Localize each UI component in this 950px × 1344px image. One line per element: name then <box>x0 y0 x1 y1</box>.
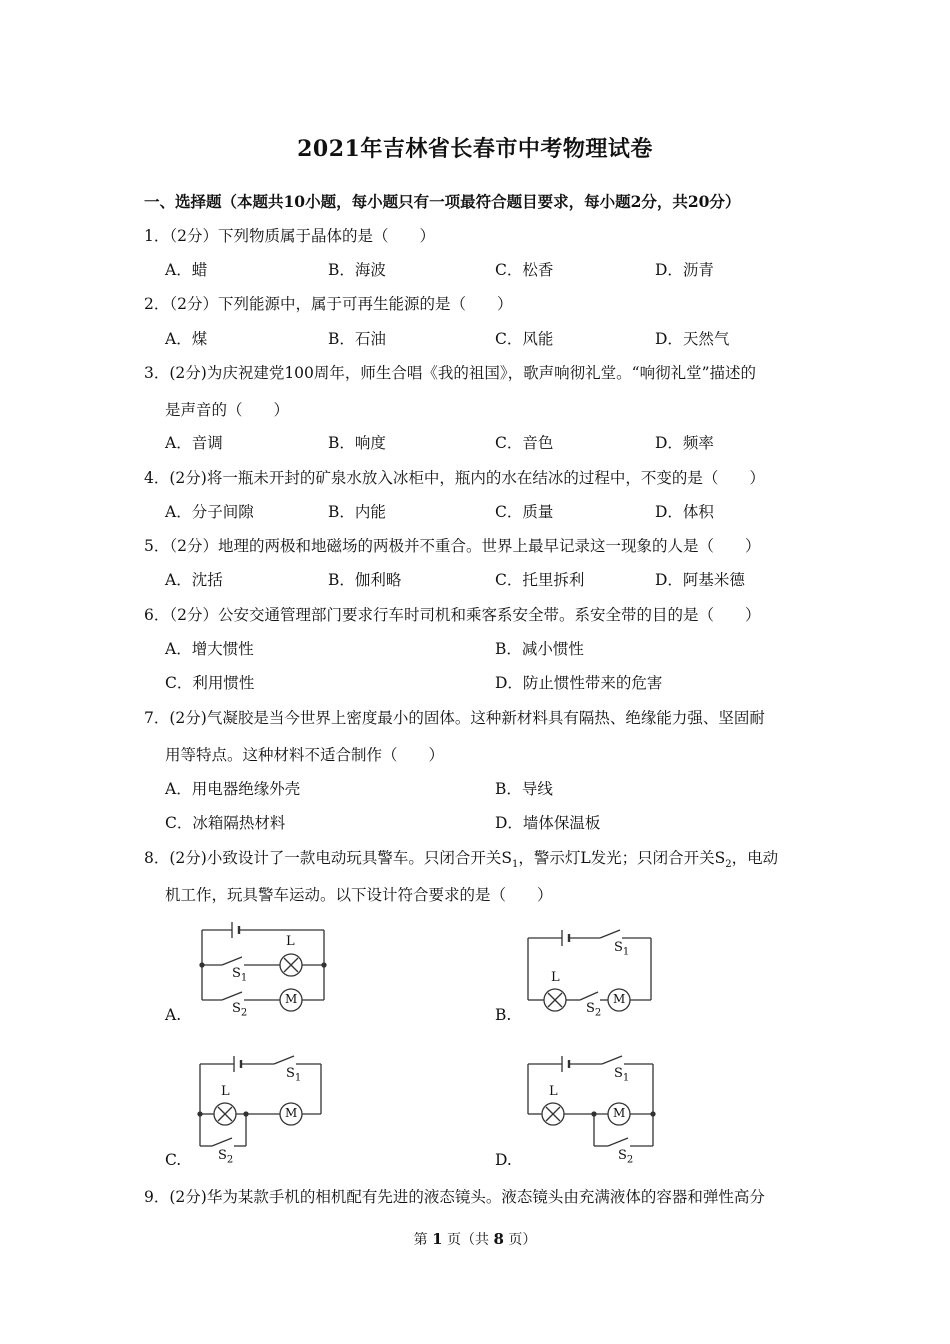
circuit-d-motor-label: M <box>613 1106 626 1120</box>
q8-option-b: B. <box>495 1006 512 1024</box>
q4-option-c: C．质量 <box>495 503 554 521</box>
circuit-a <box>190 918 340 1028</box>
q7-option-d: D．墙体保温板 <box>495 814 601 832</box>
q7-option-b: B．导线 <box>495 780 553 798</box>
footer-suffix: 页） <box>503 1232 537 1248</box>
circuit-c-s2-letter: S <box>218 1148 227 1163</box>
q8-stem-part-b: ，警示灯L发光；只闭合开关S <box>518 849 726 867</box>
q2-option-d: D．天然气 <box>655 330 730 348</box>
circuit-c-s1-label <box>286 1066 301 1084</box>
q3-option-d: D．频率 <box>655 434 714 452</box>
question-7-stem-line2: 用等特点。这种材料不适合制作（ ） <box>165 746 445 764</box>
q5-option-c: C．托里拆利 <box>495 571 585 589</box>
q8-option-a: A. <box>165 1006 182 1024</box>
circuit-a-s2-label <box>232 1001 247 1019</box>
q8-sub-b: 2 <box>725 859 732 871</box>
circuit-d-s2-label <box>618 1148 633 1166</box>
question-8-stem-line2: 机工作，玩具警车运动。以下设计符合要求的是（ ） <box>165 886 553 904</box>
q7-option-a: A．用电器绝缘外壳 <box>165 780 301 798</box>
q2-option-c: C．风能 <box>495 330 554 348</box>
circuit-d-diagram <box>516 1048 661 1168</box>
circuit-d-s2-letter: S <box>618 1148 627 1163</box>
circuit-a-motor-label: M <box>285 992 298 1006</box>
question-1-stem: 1．（2分）下列物质属于晶体的是（ ） <box>144 227 435 245</box>
question-7-stem: 7．(2分)气凝胶是当今世界上密度最小的固体。这种新材料具有隔热、绝缘能力强、坚固耐 <box>144 709 765 727</box>
circuit-d-s1-sub: 1 <box>622 1072 630 1084</box>
circuit-b <box>518 924 663 1029</box>
circuit-a-s2-sub: 2 <box>240 1007 248 1019</box>
q6-option-c: C．利用惯性 <box>165 674 255 692</box>
footer-total-pages: 8 <box>493 1230 504 1248</box>
q8-option-c: C. <box>165 1151 182 1169</box>
q4-option-d: D．体积 <box>655 503 714 521</box>
q2-option-a: A．煤 <box>165 330 208 348</box>
q2-option-b: B．石油 <box>328 330 386 348</box>
circuit-d-s2-sub: 2 <box>626 1154 634 1166</box>
q6-option-d: D．防止惯性带来的危害 <box>495 674 663 692</box>
circuit-d-s1-label <box>614 1066 629 1084</box>
exam-title: 2021年吉林省长春市中考物理试卷 <box>297 136 653 162</box>
question-8-stem <box>144 846 778 870</box>
circuit-b-motor-label: M <box>613 992 626 1006</box>
circuit-c-diagram <box>188 1048 333 1168</box>
q7-option-c: C．冰箱隔热材料 <box>165 814 286 832</box>
circuit-b-s2-label <box>586 1001 601 1019</box>
q5-option-a: A．沈括 <box>165 571 223 589</box>
circuit-a-s2-letter: S <box>232 1001 241 1016</box>
q8-stem-part-c: ，电动 <box>731 849 779 867</box>
q1-option-a: A．蜡 <box>165 261 208 279</box>
circuit-c-lamp-label: L <box>221 1084 230 1099</box>
circuit-a-s1-sub: 1 <box>240 972 248 984</box>
q1-option-b: B．海波 <box>328 261 386 279</box>
q1-option-c: C．松香 <box>495 261 554 279</box>
q1-option-d: D．沥青 <box>655 261 714 279</box>
q6-option-b: B．减小惯性 <box>495 640 584 658</box>
question-2-stem: 2．（2分）下列能源中，属于可再生能源的是（ ） <box>144 295 513 313</box>
q4-option-b: B．内能 <box>328 503 386 521</box>
circuit-b-s2-letter: S <box>586 1001 595 1016</box>
circuit-b-s2-sub: 2 <box>594 1007 602 1019</box>
circuit-b-lamp-label: L <box>551 970 560 985</box>
circuit-b-s1-sub: 1 <box>622 946 630 958</box>
question-6-stem: 6．（2分）公安交通管理部门要求行车时司机和乘客系安全带。系安全带的目的是（ ） <box>144 606 761 624</box>
q5-option-b: B．伽利略 <box>328 571 402 589</box>
question-3-stem-line2: 是声音的（ ） <box>165 401 290 419</box>
footer-prefix: 第 <box>413 1232 433 1248</box>
circuit-d-s1-letter: S <box>614 1066 623 1081</box>
q8-option-d: D. <box>495 1151 512 1169</box>
question-3-stem: 3．(2分)为庆祝建党100周年，师生合唱《我的祖国》，歌声响彻礼堂。“响彻礼堂”描述的 <box>144 364 757 382</box>
q5-option-d: D．阿基米德 <box>655 571 745 589</box>
circuit-a-diagram <box>190 918 340 1028</box>
question-5-stem: 5．（2分）地理的两极和地磁场的两极并不重合。世界上最早记录这一现象的人是（ ） <box>144 537 761 555</box>
circuit-b-s1-letter: S <box>614 940 623 955</box>
question-4-stem: 4．(2分)将一瓶未开封的矿泉水放入冰柜中，瓶内的水在结冰的过程中，不变的是（ ） <box>144 469 765 487</box>
q3-option-c: C．音色 <box>495 434 554 452</box>
circuit-c-s1-letter: S <box>286 1066 295 1081</box>
q3-option-b: B．响度 <box>328 434 386 452</box>
circuit-c-motor-label: M <box>285 1106 298 1120</box>
question-9-stem: 9．(2分)华为某款手机的相机配有先进的液态镜头。液态镜头由充满液体的容器和弹性高分 <box>144 1188 765 1206</box>
q8-stem-part-a: 8．(2分)小致设计了一款电动玩具警车。只闭合开关S <box>144 849 512 867</box>
q6-option-a: A．增大惯性 <box>165 640 254 658</box>
q4-option-a: A．分子间隙 <box>165 503 254 521</box>
q3-option-a: A．音调 <box>165 434 223 452</box>
footer-page-number: 1 <box>432 1230 443 1248</box>
circuit-c-s2-label <box>218 1148 233 1166</box>
footer-middle: 页（共 <box>442 1232 494 1248</box>
circuit-a-lamp-label: L <box>286 934 295 949</box>
page-footer <box>0 1229 950 1249</box>
circuit-c-s1-sub: 1 <box>294 1072 302 1084</box>
circuit-a-s1-label <box>232 966 247 984</box>
circuit-a-s1-letter: S <box>232 966 241 981</box>
q8-sub-a: 1 <box>511 859 519 871</box>
circuit-b-s1-label <box>614 940 629 958</box>
circuit-c-s2-sub: 2 <box>226 1154 234 1166</box>
section-heading: 一、选择题（本题共10小题，每小题只有一项最符合题目要求，每小题2分，共20分） <box>144 192 741 211</box>
circuit-c <box>188 1048 333 1168</box>
circuit-d-lamp-label: L <box>549 1084 558 1099</box>
circuit-d <box>516 1048 661 1168</box>
